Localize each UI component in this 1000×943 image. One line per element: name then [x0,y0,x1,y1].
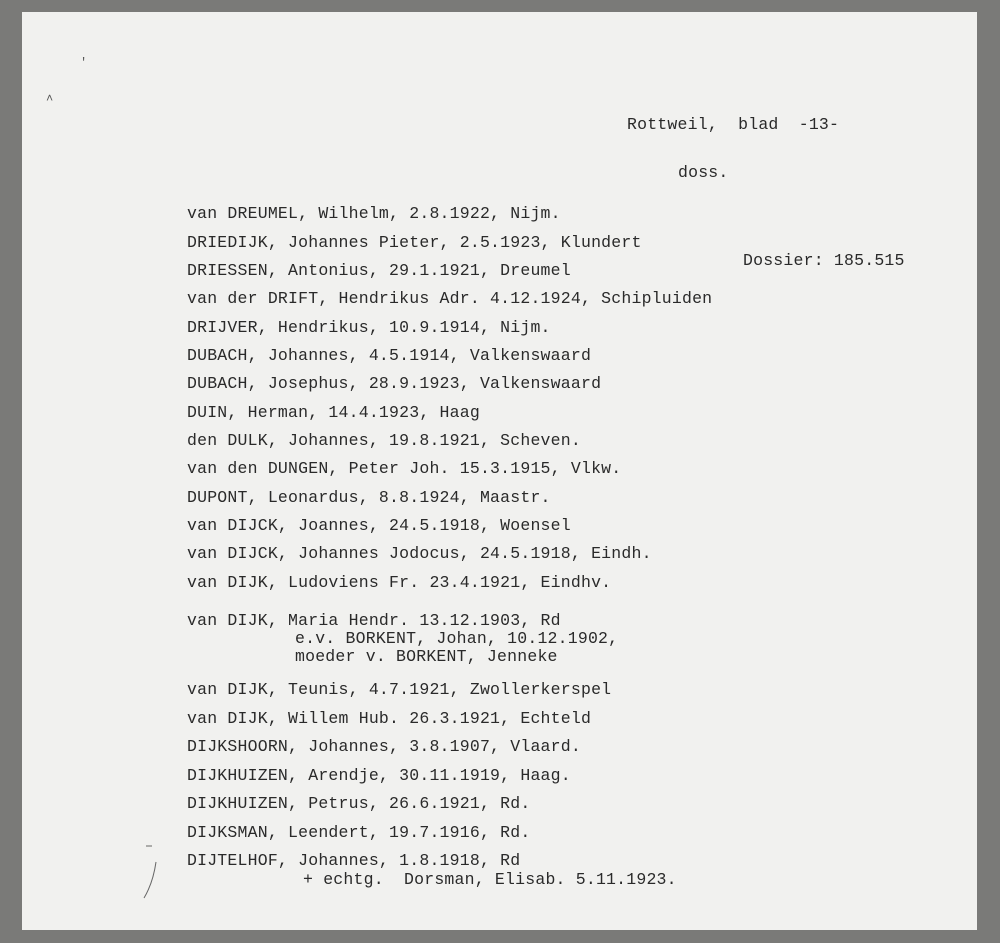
entry-line: DRIJVER, Hendrikus, 10.9.1914, Nijm. [187,318,551,337]
entry-line: DIJKHUIZEN, Petrus, 26.6.1921, Rd. [187,794,531,813]
entry-line: van DIJK, Maria Hendr. 13.12.1903, Rd [187,611,561,630]
entry-continuation: + echtg. Dorsman, Elisab. 5.11.1923. [303,870,677,889]
specks: ' [80,56,88,70]
entry-line: van DIJCK, Joannes, 24.5.1918, Woensel [187,516,571,535]
entry-line: DIJKSMAN, Leendert, 19.7.1916, Rd. [187,823,531,842]
entry-line: van der DRIFT, Hendrikus Adr. 4.12.1924, Schipluiden [187,289,713,308]
entry-line: van den DUNGEN, Peter Joh. 15.3.1915, Vlkw. [187,459,622,478]
pencil-mark [140,842,170,902]
entry-line: van DREUMEL, Wilhelm, 2.8.1922, Nijm. [187,204,561,223]
entry-line: DUPONT, Leonardus, 8.8.1924, Maastr. [187,488,551,507]
page-header: Rottweil, blad -13- [627,115,840,134]
entry-line: DIJKHUIZEN, Arendje, 30.11.1919, Haag. [187,766,571,785]
entry-line: van DIJCK, Johannes Jodocus, 24.5.1918, Eindh. [187,544,652,563]
entry-line: DRIEDIJK, Johannes Pieter, 2.5.1923, Klundert [187,233,642,252]
doss-label: doss. [678,163,729,182]
entry-line: den DULK, Johannes, 19.8.1921, Scheven. [187,431,581,450]
entry-continuation: moeder v. BORKENT, Jenneke [295,647,558,666]
entry-line: DUBACH, Johannes, 4.5.1914, Valkenswaard [187,346,592,365]
document-page [22,12,977,930]
entry-line: DUIN, Herman, 14.4.1923, Haag [187,403,480,422]
entry-line: DUBACH, Josephus, 28.9.1923, Valkenswaard [187,374,602,393]
entry-line: van DIJK, Willem Hub. 26.3.1921, Echteld [187,709,592,728]
dossier-number: Dossier: 185.515 [743,251,905,270]
entry-line: DRIESSEN, Antonius, 29.1.1921, Dreumel [187,261,571,280]
entry-continuation: e.v. BORKENT, Johan, 10.12.1902, [295,629,619,648]
entry-line: van DIJK, Teunis, 4.7.1921, Zwollerkerspel [187,680,612,699]
entry-line: van DIJK, Ludoviens Fr. 23.4.1921, Eindhv. [187,573,612,592]
entry-line: DIJKSHOORN, Johannes, 3.8.1907, Vlaard. [187,737,581,756]
entry-line: DIJTELHOF, Johannes, 1.8.1918, Rd [187,851,521,870]
specks: ˄ [46,92,54,106]
